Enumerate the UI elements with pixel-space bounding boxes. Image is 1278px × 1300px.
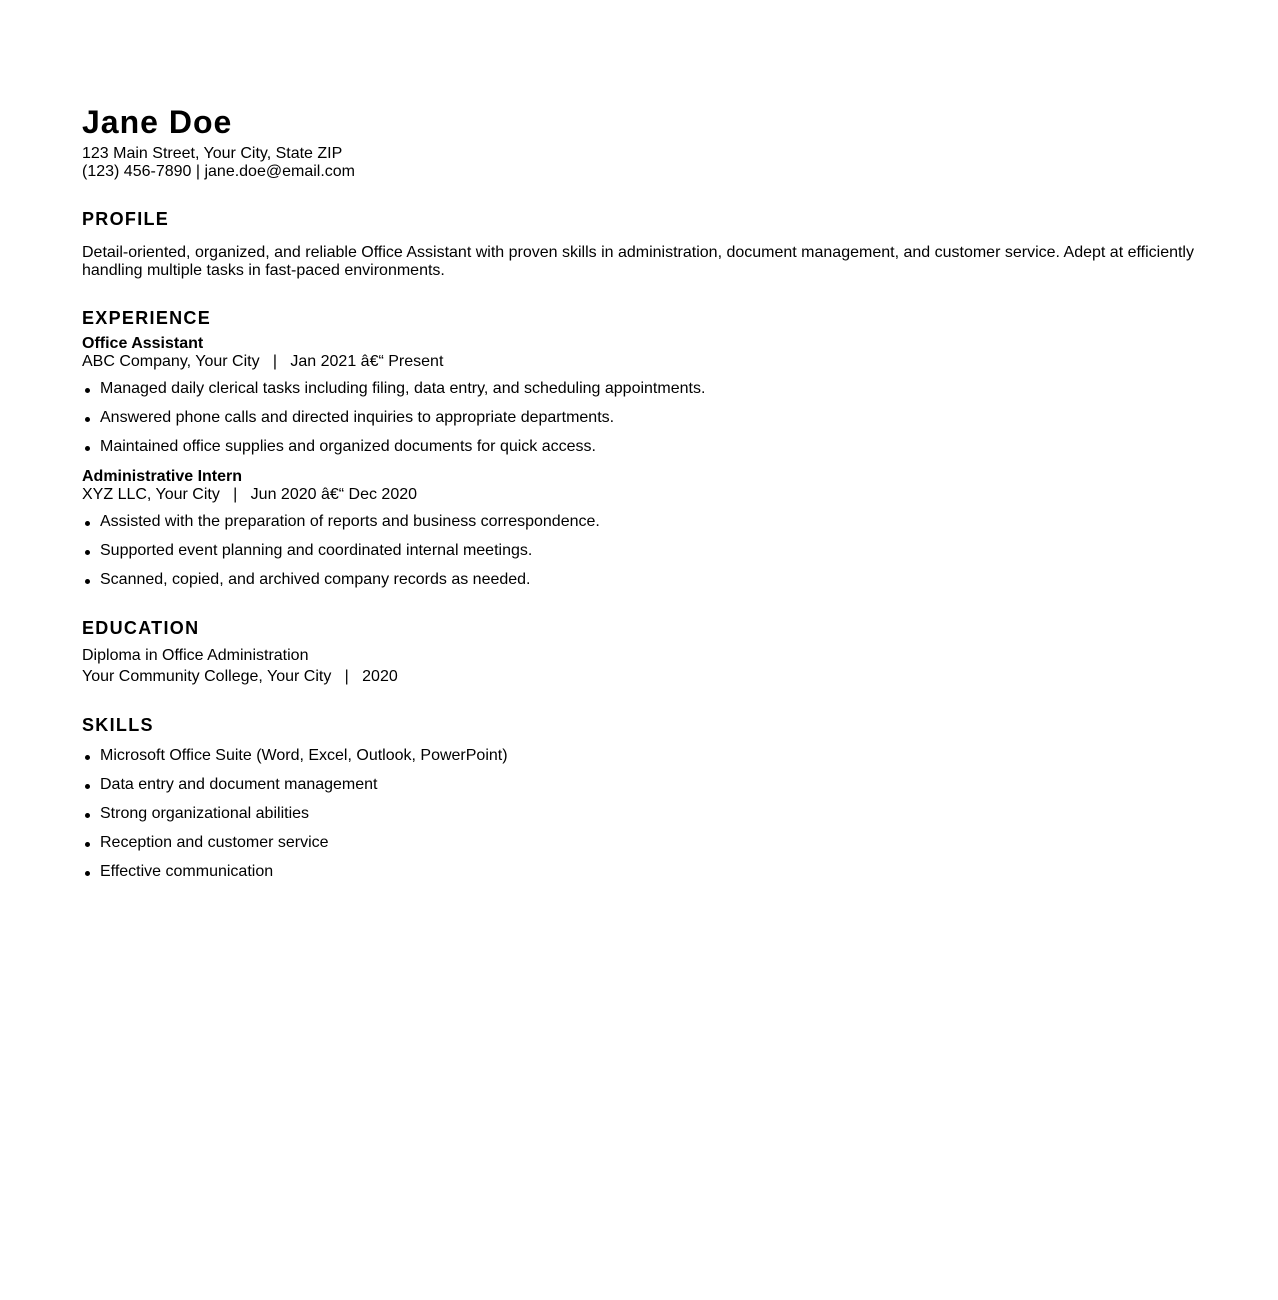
section-title-education: EDUCATION xyxy=(82,618,200,638)
list-item: Reception and customer service xyxy=(82,834,1212,852)
list-item: Assisted with the preparation of reports and business correspondence. xyxy=(82,513,1212,531)
job-title: Office Assistant xyxy=(82,335,204,352)
contact-address: 123 Main Street, Your City, State ZIP xyxy=(82,145,343,162)
skills-list xyxy=(82,747,1212,881)
list-item: Scanned, copied, and archived company records as needed. xyxy=(82,571,1212,589)
section-title-skills: SKILLS xyxy=(82,715,154,735)
section-title-profile: PROFILE xyxy=(82,209,170,229)
section-title-experience: EXPERIENCE xyxy=(82,308,212,328)
job-entry xyxy=(82,335,1212,456)
list-item: Managed daily clerical tasks including filing, data entry, and scheduling appointments. xyxy=(82,380,1212,398)
education-degree: Diploma in Office Administration xyxy=(82,647,309,664)
skills-section xyxy=(82,714,1212,881)
list-item: Microsoft Office Suite (Word, Excel, Outlook, PowerPoint) xyxy=(82,747,1212,765)
education-section xyxy=(82,617,1212,686)
candidate-name: Jane Doe xyxy=(82,104,233,140)
job-company-dates: ABC Company, Your City | Jan 2021 â€“ Present xyxy=(82,353,444,370)
job-title: Administrative Intern xyxy=(82,468,243,485)
profile-summary: Detail-oriented, organized, and reliable Office Assistant with proven skills in administration, document management, and customer service. Adept at efficiently handling multiple tasks in fast-paced environments. xyxy=(82,244,1194,279)
contact-phone-email: (123) 456-7890 | jane.doe@email.com xyxy=(82,163,355,180)
job-company-dates: XYZ LLC, Your City | Jun 2020 â€“ Dec 2020 xyxy=(82,486,418,503)
list-item: Effective communication xyxy=(82,863,1212,881)
job-duties-list xyxy=(82,380,1212,456)
education-school-year: Your Community College, Your City | 2020 xyxy=(82,668,398,685)
experience-section xyxy=(82,307,1212,589)
job-duties-list xyxy=(82,513,1212,589)
list-item: Data entry and document management xyxy=(82,776,1212,794)
resume-header xyxy=(82,102,1212,181)
job-entry xyxy=(82,468,1212,589)
resume-page xyxy=(82,102,1212,881)
list-item: Maintained office supplies and organized documents for quick access. xyxy=(82,438,1212,456)
list-item: Strong organizational abilities xyxy=(82,805,1212,823)
list-item: Supported event planning and coordinated internal meetings. xyxy=(82,542,1212,560)
profile-section xyxy=(82,208,1212,280)
list-item: Answered phone calls and directed inquiries to appropriate departments. xyxy=(82,409,1212,427)
